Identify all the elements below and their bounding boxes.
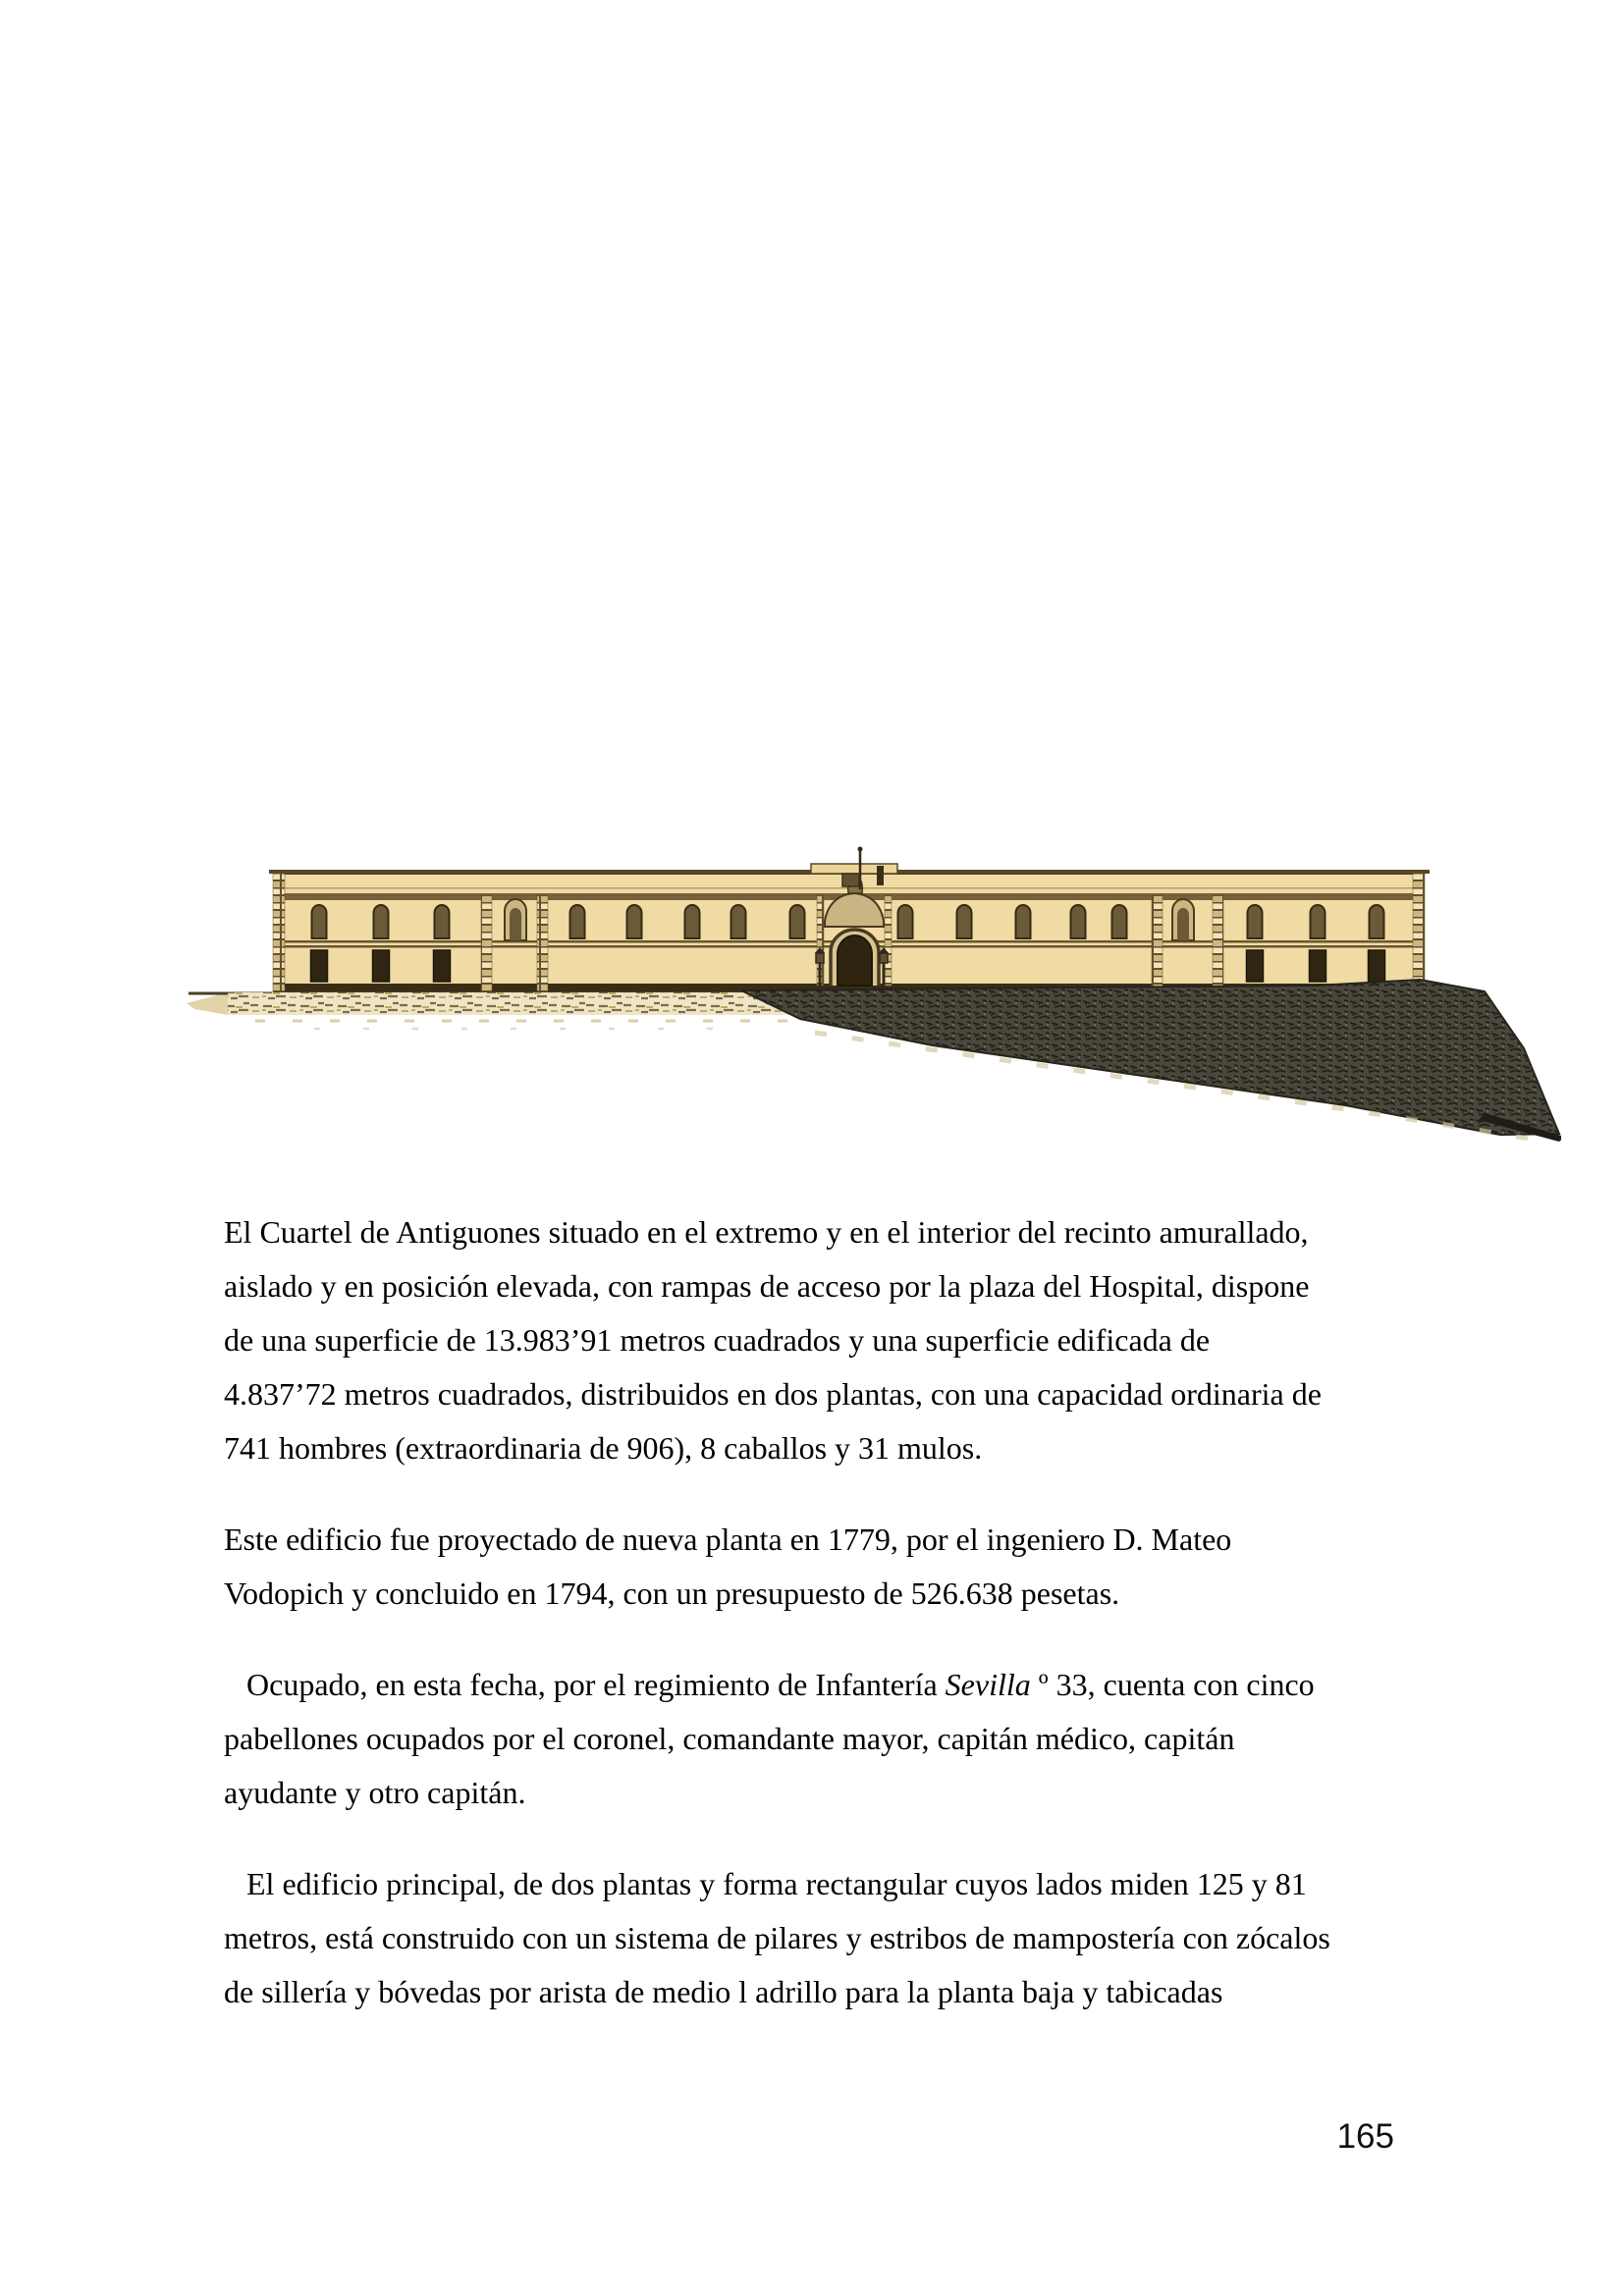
- paragraph: [224, 1658, 1490, 1820]
- text-line: Vodopich y concluido en 1794, con un presupuesto de 526.638 pesetas.: [224, 1575, 1120, 1611]
- text-line: metros, está construido con un sistema de pilares y estribos de mampostería con zócalos: [224, 1920, 1330, 1955]
- text-line: Este edificio fue proyectado de nueva planta en 1779, por el ingeniero D. Mateo: [224, 1522, 1232, 1557]
- text-line: de una superficie de 13.983’91 metros cuadrados y una superficie edificada de: [224, 1322, 1211, 1358]
- paragraph: [224, 1513, 1490, 1621]
- paragraph: [224, 1857, 1490, 2019]
- paragraph: [224, 1205, 1490, 1475]
- building-facade: [269, 847, 1430, 992]
- text-line: 741 hombres (extraordinaria de 906), 8 caballos y 31 mulos.: [224, 1430, 983, 1466]
- text-line: ayudante y otro capitán.: [224, 1775, 526, 1810]
- text-line: El Cuartel de Antiguones situado en el extremo y en el interior del recinto amurallado,: [224, 1214, 1309, 1250]
- barracks-elevation-svg: [187, 836, 1561, 1146]
- flag-icon: [842, 874, 859, 886]
- barracks-illustration: [187, 836, 1561, 1146]
- text-block: [224, 1205, 1490, 2056]
- page-number: 165: [1336, 2117, 1394, 2156]
- text-line: El edificio principal, de dos plantas y forma rectangular cuyos lados miden 125 y 81: [246, 1866, 1307, 1901]
- text-line: 4.837’72 metros cuadrados, distribuidos en dos plantas, con una capacidad ordinaria de: [224, 1376, 1322, 1412]
- text-line: aislado y en posición elevada, con rampas de acceso por la plaza del Hospital, dispone: [224, 1268, 1310, 1304]
- text-line: pabellones ocupados por el coronel, comandante mayor, capitán médico, capitán: [224, 1721, 1235, 1756]
- text-line: Ocupado, en esta fecha, por el regimiento de Infantería Sevilla º 33, cuenta con cinco: [246, 1667, 1315, 1702]
- glacis-slope: [741, 980, 1561, 1143]
- chimney: [877, 866, 884, 885]
- text-line: de sillería y bóvedas por arista de medio l adrillo para la planta baja y tabicadas: [224, 1974, 1223, 2009]
